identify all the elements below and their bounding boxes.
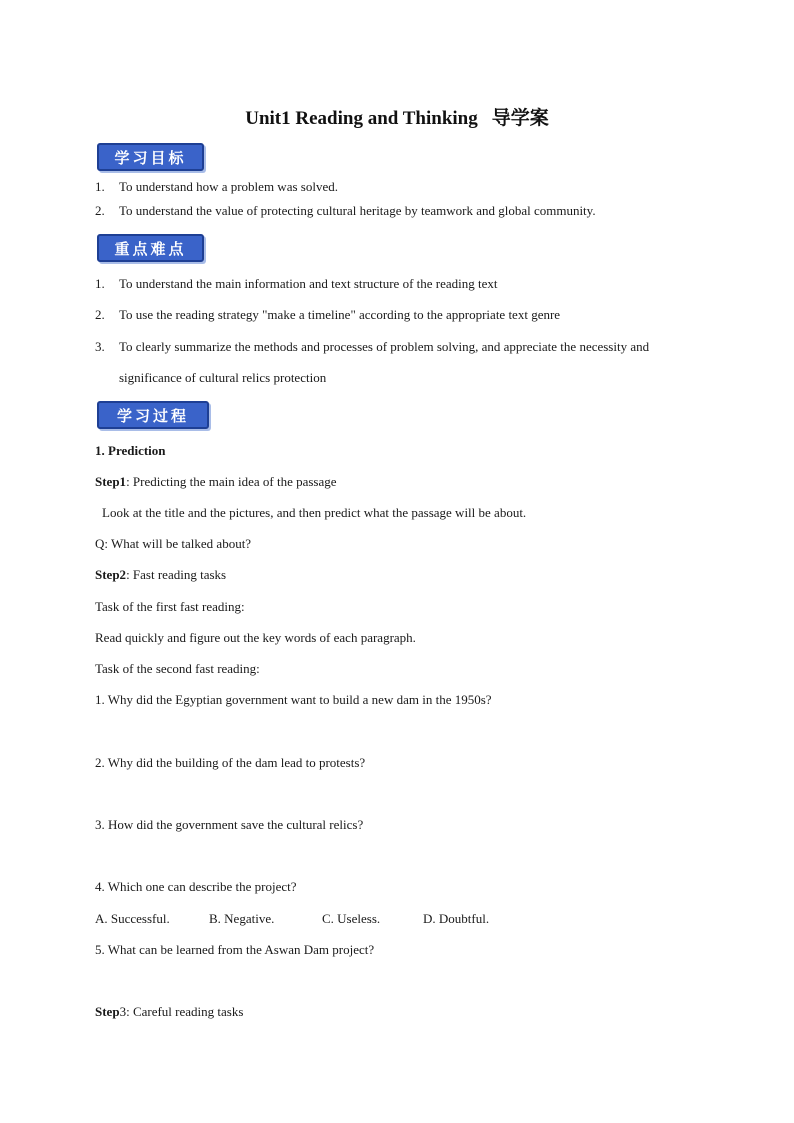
step3-label-bold: Step — [95, 1004, 120, 1019]
question-3: 3. How did the government save the cultural relics? — [95, 817, 364, 832]
objective-number: 1. — [95, 179, 105, 194]
page-title — [0, 103, 794, 130]
title-english: Unit1 Reading and Thinking — [245, 108, 478, 129]
step2-label: Step2 — [95, 567, 127, 582]
key-point-number: 1. — [95, 276, 105, 291]
prediction-heading: 1. Prediction — [95, 443, 166, 458]
step3-line — [95, 1004, 243, 1020]
option-b: B. Negative. — [209, 911, 275, 926]
step1-instruction: Look at the title and the pictures, and then predict what the passage will be about. — [102, 505, 527, 520]
title-chinese: 导学案 — [491, 107, 549, 129]
objective-number: 2. — [95, 203, 105, 218]
process-badge: 学习过程 — [97, 401, 209, 429]
key-points-badge: 重点难点 — [97, 234, 204, 262]
question-1: 1. Why did the Egyptian government want to build a new dam in the 1950s? — [95, 692, 492, 707]
step2-text: : Fast reading tasks — [126, 567, 227, 582]
key-point-text: To understand the main information and text structure of the reading text — [119, 276, 498, 291]
question-2: 2. Why did the building of the dam lead to protests? — [95, 755, 366, 770]
first-task-label: Task of the first fast reading: — [95, 599, 245, 614]
first-task-instruction: Read quickly and figure out the key words of each paragraph. — [95, 630, 416, 645]
objective-text: To understand the value of protecting cultural heritage by teamwork and global community. — [119, 203, 596, 218]
key-point-continuation: significance of cultural relics protection — [119, 370, 327, 385]
objective-text: To understand how a problem was solved. — [119, 179, 338, 194]
option-a: A. Successful. — [95, 911, 170, 926]
step3-text: Careful reading tasks — [129, 1004, 244, 1019]
step1-line — [95, 474, 337, 490]
key-point-number: 3. — [95, 339, 105, 354]
second-task-label: Task of the second fast reading: — [95, 661, 260, 676]
objectives-badge: 学习目标 — [97, 143, 204, 171]
key-point-text: To clearly summarize the methods and processes of problem solving, and appreciate the necessity and — [119, 339, 650, 354]
option-d: D. Doubtful. — [423, 911, 490, 926]
step3-label-rest: 3: — [119, 1004, 130, 1019]
key-point-text: To use the reading strategy "make a timeline" according to the appropriate text genre — [119, 307, 561, 322]
step2-line — [95, 567, 226, 583]
question-line: Q: What will be talked about? — [95, 536, 252, 551]
question-5: 5. What can be learned from the Aswan Dam project? — [95, 942, 375, 957]
question-4: 4. Which one can describe the project? — [95, 879, 297, 894]
step1-text: : Predicting the main idea of the passage — [126, 474, 337, 489]
step1-label: Step1 — [95, 474, 127, 489]
key-point-number: 2. — [95, 307, 105, 322]
option-c: C. Useless. — [322, 911, 381, 926]
